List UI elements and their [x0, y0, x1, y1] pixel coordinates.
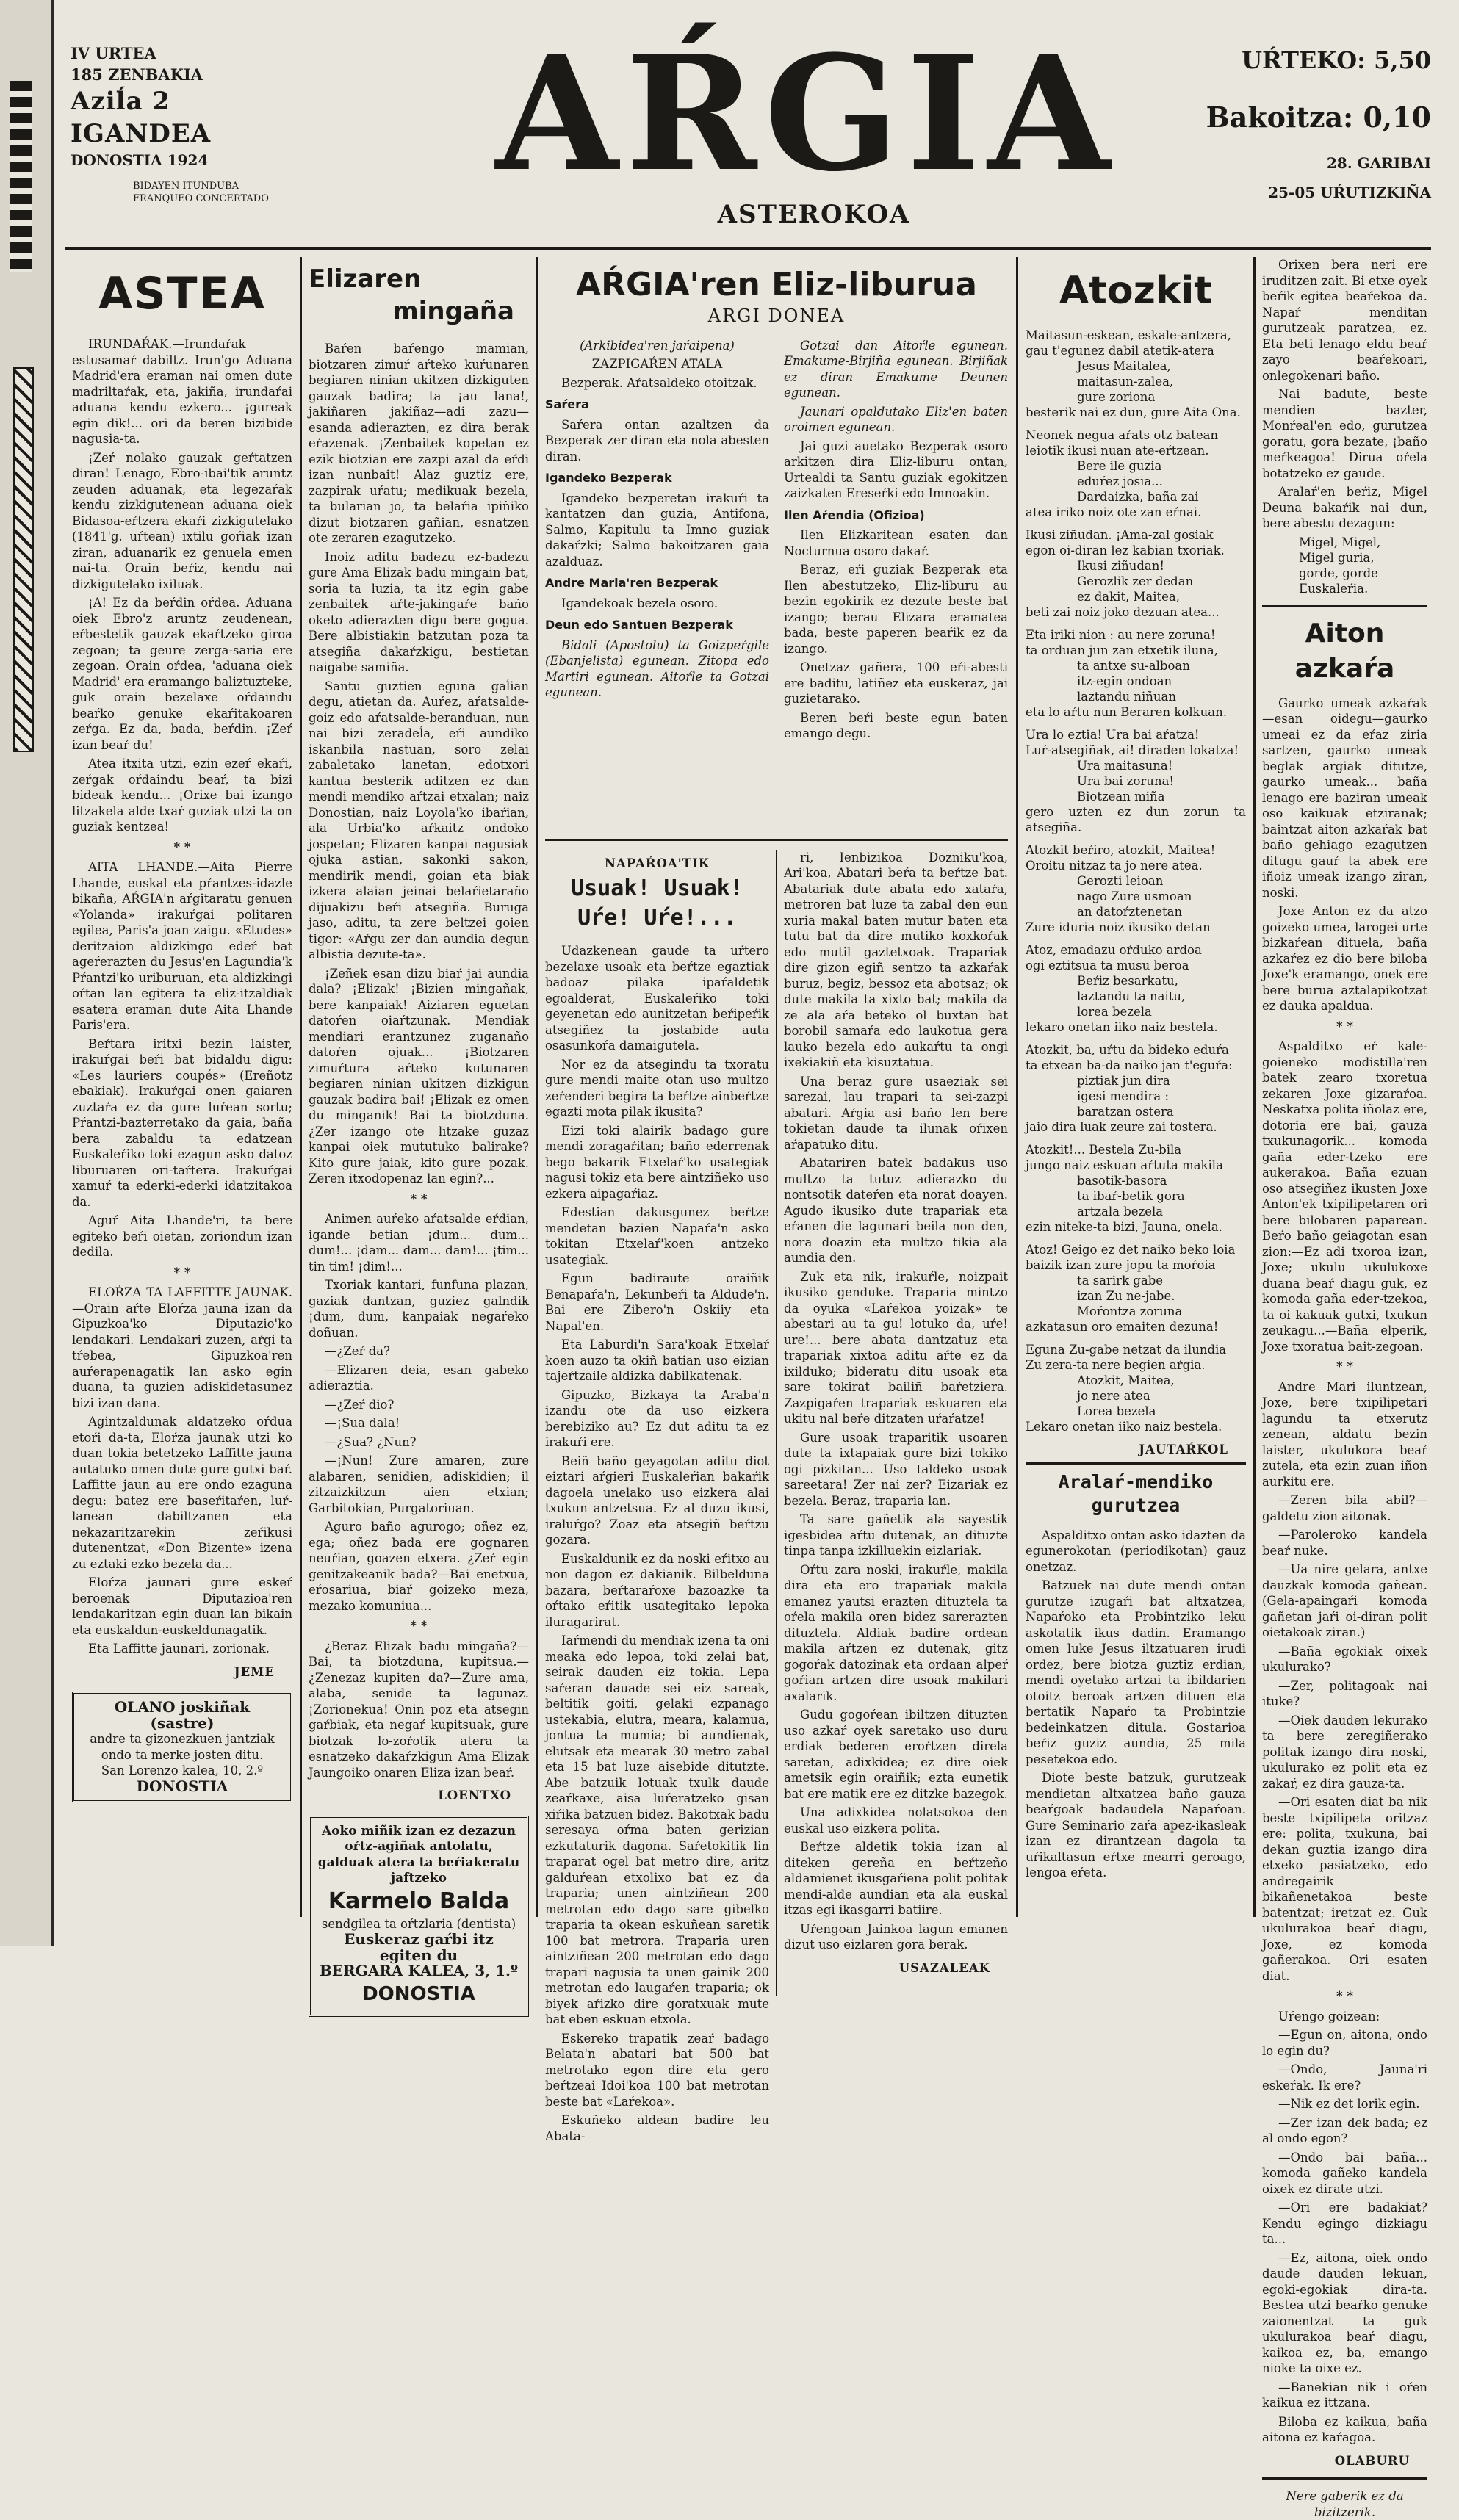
poem-line: Atozkit, Maitea, [1077, 1373, 1175, 1387]
poem-line: leiotik ikusi nuan ate-eŕtzean. [1026, 444, 1209, 458]
paragraph: Uŕengoan Jainkoa lagun emanen dizut uso eizlaren gora berak. [784, 1921, 1008, 1952]
ad-line: DONOSTIA [362, 1982, 475, 2005]
poem-line [1026, 620, 1246, 627]
column-rule [536, 257, 538, 1917]
dialogue-line: —Paroleroko kandela beaŕ nuke. [1262, 1528, 1427, 1558]
separator-stars: * * [1336, 1989, 1353, 2003]
separator-stars: * * [173, 1265, 191, 1279]
dialogue-line: —Zer izan dek bada; ez al ondo egon? [1262, 2115, 1427, 2145]
section-rule [1262, 605, 1427, 607]
poem-line: Eguna Zu-gabe netzat da ilundia [1026, 1343, 1227, 1357]
dialogue-line: Biloba ez kaikua, baña aitona ez kaŕagoa. [1262, 2414, 1427, 2444]
paragraph: Saŕera ontan azaltzen da Bezperak zer diran eta nola abesten diran. [545, 417, 769, 463]
paragraph: Eskereko trapatik zeaŕ badago Belata'n abatari bat 500 bat metrotako egon dire eta gero beŕtzeai Idoi'koa 100 bat metrotan beste bat «Laŕekoa». [545, 2031, 769, 2109]
poem-line: ez dakit, Maitea, [1077, 590, 1180, 604]
paragraph: Atea itxita utzi, ezin ezeŕ ekaŕi, zeŕgak oŕdaindu beaŕ, ta bizi bideak kendu... ¡Orixe bai izango litzakela alde txaŕ guziak utzi ta on guziak kentzea! [72, 757, 292, 834]
paragraph: Bezperak. Aŕatsaldeko otoitzak. [561, 375, 757, 390]
poem-line: baizik izan zure jopu ta moŕoia [1026, 1258, 1216, 1272]
article-title: AŔGIA'ren Eliz-liburua [576, 266, 977, 303]
subheading: Ilen Aŕendia (Ofizioa) [784, 508, 925, 522]
section-rule [545, 839, 1008, 841]
article-title: Aiton azkaŕa [1294, 618, 1395, 684]
dialogue-line: —Oiek dauden lekurako ta bere zeregiñerako politak izango dira noski, ukulurako ez polit eta ez zakaŕ, ez dira gauza-ta. [1262, 1713, 1427, 1791]
column-aiton-azkara [1262, 257, 1427, 2519]
separator-stars: * * [173, 840, 191, 854]
paragraph: —¿Zeŕ dio? [325, 1397, 395, 1412]
poem-line: gure zoriona [1077, 390, 1156, 404]
paragraph: Beraz, eŕi guziak Bezperak eta Ilen abestutzeko, Eliz-liburu au bezin egokirik ez dezute beste bat izango; berau Elizara eramatea bada, beste paperen beaŕik ez da izango. [784, 563, 1008, 656]
poem-line: Ikusi ziñudan. ¡Ama-zal gosiak [1026, 528, 1214, 542]
poem-line: Zu zera-ta nere begien aŕgia. [1026, 1358, 1206, 1372]
poem-line: jo nere atea [1077, 1389, 1150, 1403]
poem-line [1026, 1135, 1246, 1142]
paragraph: Onetzaz gañera, 100 eŕi-abesti ere baditu, latiñez eta euskeraz, jai guzietarako. [784, 660, 1008, 706]
dialogue-line: —Ori esaten diat ba nik beste txipilipeta oritzaz ere: polita, txukuna, bai dekan guztia izango dira etxeko pasiatzeko, edo andregairik bikañenetakoa beste batentzat; iretzat ez. Guk ukulurakoa beaŕ diagu, Joxe, ez komoda gañerakoa. Ori esaten diat. [1262, 1795, 1427, 1983]
article-subtitle: ARGI DONEA [707, 306, 846, 326]
paragraph: Eloŕza jaunari gure eskeŕ beroenak Diputazioa'ren lendakaritzan egin duan lan bikain eta euskaldun-euskeldunagatik. [72, 1575, 292, 1637]
advertisement-olano [72, 1692, 292, 1802]
dialogue-line: —Egun on, aitona, ondo lo egin du? [1262, 2028, 1427, 2058]
paragraph: Aguro baño agurogo; oñez ez, ega; oñez bada ere gognaren neuŕian, goazen etxera. ¿Zeŕ egin genitzakeanik bada?—Bai enetxua, eŕosariua, biaŕ goizeko meza, mezako komuniua... [309, 1520, 529, 1613]
poem-line: izan Zu ne-jabe. [1077, 1289, 1175, 1303]
poem-line: laztandu ta naitu, [1077, 989, 1186, 1003]
poem-line: Eta iriki nion : au nere zoruna! [1026, 628, 1216, 642]
poem-line: ta antxe su-alboan [1077, 659, 1190, 673]
paragraph: —¿Sua? ¿Nun? [325, 1434, 417, 1449]
poem-line: Beŕiz besarkatu, [1077, 974, 1178, 988]
poem-line: ta sarirk gabe [1077, 1274, 1164, 1288]
separator-stars: * * [410, 1191, 428, 1206]
paragraph: Gure usoak traparitik usoaren dute ta ixtapaiak gure bizi tokiko ogi pizkitan... Uso taldeko usoak sareetara! Zer nai zer? Eizariak ez bezela. Beraz, traparia lan. [784, 1430, 1008, 1508]
paragraph: Inoiz aditu badezu ez-badezu gure Ama Elizak badu mingain bat, soria ta luzia, ta itz egin gabe zenbaitek aŕte-jakingaŕe baño oketo adierazten digu bere gogua. Bere albistiakin batzutan poza ta atsegiña dakaŕzkigu, bestietan naigabe samiña. [309, 549, 529, 674]
paragraph: Eizi toki alairik badago gure mendi zoragaŕitan; baño ederrenak bego bakarik Etxelaŕ'ko usategiak nagusi tokiz eta bere aintziñeko uso ezkera aipagaŕiaz. [545, 1123, 769, 1201]
separator-stars: * * [1336, 1360, 1353, 1373]
subheading: Deun edo Santuen Bezperak [545, 618, 733, 632]
issue-date: Aziĺa 2 [71, 87, 171, 116]
poem-line: ta etxean ba-da naiko jan t'eguŕa: [1026, 1058, 1233, 1072]
dialogue-line: —Ondo bai baña... komoda gañeko kandela oixek ez dirate utzi. [1262, 2150, 1427, 2196]
dialogue-line: —Ondo, Jauna'ri eskeŕak. Ik ere? [1262, 2062, 1427, 2093]
paragraph: —¡Sua dala! [325, 1416, 400, 1430]
paragraph: Gotzai dan Aitoŕle egunean. Emakume-Birjiña egunean. Birjiñak ez diran Emakume Deunen egunean. [784, 338, 1008, 400]
dialogue-line: —Ori ere badakiat? Kendu egingo dizkiagu ta... [1262, 2201, 1427, 2246]
poem-line: azkatasun oro emaiten dezuna! [1026, 1320, 1219, 1334]
paragraph: ¿Beraz Elizak badu mingaña?—Bai, ta biotzduna, kupitsua.—¿Zenezaz kupiten da?—Zure ama, alaba, senide ta lagunaz. ¡Zorionekua! Onin poz eta atsegin gaŕbiak, eta negaŕ kupitsuak, gure biotzak lo-zoŕotik atera ta esnatzeko dakaŕzkigun Ama Elizak Jaungoiko onaren Eliza izan beaŕ. [309, 1639, 529, 1780]
poem-line: Ura maitasuna! [1077, 759, 1173, 773]
binding-edge [0, 0, 54, 1946]
author-signature: USAZALEAK [898, 1960, 990, 1975]
paragraph: Beiñ baño geyagotan aditu diot eiztari aŕgieri Euskaleŕian bakaŕik dagoela unelako uso eizkera alai txukun antzetsua. Ez al duzu ikusi, iraluŕgo? Zoaz eta atsegiñ beŕtzu gozara. [545, 1454, 769, 1547]
paragraph: —¡Nun! Zure amaren, zure alabaren, senidien, adiskidien; il zitzaizkitzun aien etxian; Garbitokian, Purgatoriuan. [309, 1454, 529, 1515]
poem-line: ezin niteke-ta bizi, Jauna, onela. [1026, 1220, 1222, 1234]
liturgy-left [545, 338, 769, 830]
dialogue-line: —Nik ez det lorik egin. [1278, 2097, 1420, 2111]
poem-line: nago Zure usmoan [1077, 889, 1192, 903]
newspaper-subtitle: ASTEROKOA [717, 200, 911, 229]
poem-line: Biotzean miña [1077, 790, 1165, 804]
paragraph: Orixen bera neri ere iruditzen zait. Bi etxe oyek beŕik egitea beaŕekoa da. Napaŕ menditan gurutzeak paratzea, ez. Eta beti lenago eldu beaŕ zayo beaŕekoari, onlegokenari baño. [1262, 258, 1427, 383]
column-argia-eliz-liburua [545, 257, 1008, 2143]
poem-line: ogi eztitsua ta musu beroa [1026, 958, 1189, 972]
paragraph: ¡Zeñek esan dizu biaŕ jai aundia dala? ¡Elizak! ¡Bizien mingañak, bere kanpaiak! Aiziaren eguetan datoŕen oiaŕtzunak. Mendiak mendiari erantzunez zuganaño datoŕen ojuak... ¡Biotzaren zimuŕtura aŕteko kutunaren begiaren ninian ukitzen dizkigun gauzak badira bai! ¡Elizak ez omen du minganik! Bai ta biotzduna. ¿Zer izango ote litzake guzaz kanpai oiek mututuko balirake? Kito gure jaiak, kito gure pozak. Zeren itxodopenaz lan egin?... [309, 966, 529, 1185]
paragraph: —¿Zeŕ da? [325, 1344, 390, 1358]
napaoa-left [545, 850, 769, 2143]
poem-line: an datoŕztenetan [1077, 905, 1183, 919]
dialogue-line: —Ez, aitona, oiek ondo daude dauden lekuan, egoki-egokiak dira-ta. Bestea utzi beaŕko genuke zaionentzat ta guk ukulurakoa beaŕ diagu, kaikoa ez, ba, emango nioke ta oixe ez. [1262, 2250, 1427, 2375]
poem-line: eta lo aŕtu nun Beraren kolkuan. [1026, 705, 1227, 719]
paragraph: Santu guztien eguna gaĺian degu, atietan da. Auŕez, aŕatsalde-goiz edo aŕatsalde-beranduan, nun nai bizi zeradeĺa, eŕi aundiko iskanbila nastuan, soro zelai zabaletako lanetan, edotxori kantua besterik aditzen ez dan mendi mendiko aŕtzai etxalan; naiz Donostian, naiz Loyola'ko ibaŕian, ala Urbia'ko aŕkaitz ondoko jospetan; Elizaren kanpai nagusiak ojuka astian, sakonki sakon, mendirik mendi, goian eta biak izkera alaian jeinai belaŕietaraño dijuakizu beŕi atsegiña. Buruga jaso, aditu, ta zere beltzei goien tigor: «Aŕgu zer dan aundia degun albistia dezute-ta». [309, 679, 529, 961]
paragraph: Txoriak kantari, funfuna plazan, gaziak dantzan, guziez galndik ¡dum, dum, kanpaiak negaŕeko doñuan. [309, 1278, 529, 1340]
paragraph: Ilen Elizkaritean esaten dan Nocturnua osoro dakaŕ. [784, 528, 1008, 558]
liturgy-columns [545, 338, 1008, 830]
title-line: Elizaren [309, 264, 422, 294]
separator-stars: * * [1336, 1019, 1353, 1033]
advertisement-balda [309, 1816, 529, 2017]
paragraph: ELOŔZA TA LAFFITTE JAUNAK.—Orain aŕte Eloŕza jauna izan da Gipuzkoa'ko Diputazio'ko lendakari. Lendakari zuzen, aŕgi ta tŕebea, Gipuzkoa'ren auŕerapenagatik lan asko egin duana, ta guzien adiskidetasunez bizi izan dana. [72, 1285, 292, 1410]
paragraph: Diote beste batzuk, gurutzeak mendietan altxatzea baño gauza beaŕgoak badaudela Napaŕoan. Gure Seminario zaŕa apez-ikasleak izan ez dirantzean dagola ta uŕikaltasun eŕtxe mearri geroago, lengoa eŕeta. [1026, 1771, 1246, 1880]
poem-line: Bere ile guzia [1077, 459, 1162, 473]
poem-line: ta orduan jun zan etxetik iluna, [1026, 643, 1218, 657]
price-single: Bakoitza: 0,10 [1206, 101, 1431, 134]
issue-place-year: DONOSTIA 1924 [71, 151, 209, 169]
poem-atozkit [1026, 328, 1246, 1434]
poem-line: besterik nai ez dun, gure Aita Ona. [1026, 405, 1241, 419]
poem-line: jungo naiz eskuan aŕtuta makila [1026, 1158, 1223, 1172]
paragraph: Igandeko bezperetan irakuŕi ta kantatzen dan guzia, Antifona, Salmo, Kapitulu ta Imno guziak dakaŕzki; Salmo bakoitzaren gaia azalduaz. [545, 491, 769, 568]
poem-line [1026, 835, 1246, 842]
newspaper-title: AŔGIA [495, 21, 1118, 206]
poem-line: Migel, Migel, [1299, 535, 1381, 549]
poem-line: artzala bezela [1077, 1205, 1164, 1219]
subheading: Andre Maria'ren Bezperak [545, 576, 718, 590]
poem-title: Atozkit [1059, 269, 1213, 313]
ad-line: sendgilea ta oŕtzlaria (dentista) [321, 1916, 516, 1931]
subheading: Saŕera [545, 397, 589, 411]
poem-line: Euskaleŕia. [1299, 581, 1369, 596]
footer-motto: Nere gaberik ez da bizitzerik. [1286, 2489, 1404, 2519]
poem-line: basotik-basora [1077, 1174, 1167, 1188]
napaoa-article [545, 850, 1008, 2143]
paragraph: Gudu gogoŕean ibiltzen dituzten uso azkaŕ oyek saretako uso duru erdiak bederen eroŕtzen direla saretan, adixkidea; ez dire oiek ametsik egin oraiñik; ezta eunetik bat ere matik ere ez ditzke bazegok. [784, 1708, 1008, 1801]
newspaper-page [57, 21, 1438, 2519]
paragraph: Batzuek nai dute mendi ontan gurutze izugaŕi bat altxatzea, Napaŕoko eta Probintziko leku askotatik ikus dadin. Eramango omen luke Jesus iltzatuaren irudi ordez, bere biotza guztiz erdian, mendi oyetako artzai ta ibildarien otoitz beroak artzen dituen eta bertatik Napaŕo ta Probintzie bedeinkatzen ditula. Gostarioa beŕiz guziz aundia, 25 mila pesetekoa edo. [1026, 1578, 1246, 1766]
dialogue-line: —Zeren bila abil?—galdetu zion aitonak. [1262, 1493, 1427, 1523]
poem-line: gorde, gorde [1299, 566, 1378, 580]
separator-stars: * * [410, 1619, 428, 1633]
paragraph: Agintzaldunak aldatzeko oŕdua etoŕi da-ta, Eloŕza jaunak utzi ko duan tokia betetzeko Laffitte jauna autatuko omen dute gure gutxi baŕ. Laffitte jaun au ere ondo ezaguna degu: batez ere baseŕitaŕen, luŕ-lanean dabiltzanen eta nekazaritzarekin zeŕikusi dutenentzat, «Don Bizente» izena zu eztaki ezko bezela da... [72, 1415, 292, 1571]
column-rule [776, 850, 777, 1996]
ad-line: Aoko miñik izan ez dezazun oŕtz-agiñak antolatu, galduak atera ta beŕiakeratu jaftzeko [317, 1823, 520, 1885]
poem-line: jaio dira luak zeure zai tostera. [1026, 1120, 1217, 1134]
paragraph: Nai badute, beste mendien bazter, Monŕeal'en edo, gurutzea goratu, gora bezate, ¡baño meŕkeagoa! Dirua oŕela botatzeko ez gaude. [1262, 387, 1427, 480]
poem-line: Atozkit, ba, uŕtu da bideko eduŕa [1026, 1043, 1229, 1057]
poem-line: beti zai noiz joko dezuan atea... [1026, 605, 1220, 619]
poem-line: Maitasun-eskean, eskale-antzera, [1026, 328, 1231, 342]
poem-line: Migel guria, [1299, 550, 1375, 565]
column-rule [1016, 257, 1018, 1917]
poem-line: Ikusi ziñudan! [1077, 559, 1165, 573]
dialogue-line: —Banekian nik i oŕen kaikua ez ittzana. [1262, 2380, 1427, 2410]
paragraph: Aspalditxo eŕ kale-goieneko modistilla'ren batek zearo txoretua zekaren Joxe gizaraŕoa. Neskatxa polita iñolaz ere, dotoria ere bai, gauza txukunagorik... komoda gaña eder-tzeko ere aukerakoa. Baña ezuan oso atsegiñez ikusten Joxe Anton'ek txipilipetaren ori bere bilobaren paparean. Beŕo baño geiagotan esan zion:—Ez adi txoroa izan, Joxe; ukulu ukulukoxe duana beaŕ diagu guk, ez komoda gaña eder-tzekoa, ta oi kakuak gutxi, txukun zeukagu...—Baña elperik, Joxe txoratua bait-zegoan. [1262, 1039, 1427, 1354]
column-rule [300, 257, 302, 1917]
column-atozkit [1026, 257, 1246, 1917]
poem-line: Moŕontza zoruna [1077, 1304, 1183, 1318]
napaoa-right [784, 850, 1008, 1996]
paragraph: ¡A! Ez da beŕdin oŕdea. Aduana oiek Ebro'z aruntz zeudenean, eŕbestetik gauzak ekaŕtzeko giroa zegoan; ta geure zerga-saria ere zegoan. Orain oŕdea, 'aduana oiek Madrid' era eramango baliztuzteke, guk orain bezelaxe oŕdaindu beaŕko genuke ekaŕitakoaren zeŕga. Ez da, bada, beŕdin. ¡Zeŕ izan beaŕ du! [72, 596, 292, 752]
poem-line [1026, 1035, 1246, 1042]
source-note: (Arkibidea'ren jaŕaipena) [580, 338, 735, 353]
paragraph: Animen auŕeko aŕatsalde eŕdian, igande betian ¡dum... dum... dum!... ¡dam... dam... dam!... ¡tim... tin tim! ¡dim!... [309, 1212, 529, 1274]
poem-line: Dardaizka, baña zai [1077, 490, 1199, 504]
poem-line: Oroitu nitzaz ta jo nere atea. [1026, 859, 1203, 873]
paragraph: Abatariren batek badakus uso multzo ta tutuz adierazko du nontsotik dateŕen eta norat doayen. Agudo ikusiko dute trapariak eta eŕanen die lagunari beila non den, nora doazin eta multzo tikia ala aundia den. [784, 1156, 1008, 1265]
ad-line: DONOSTIA [136, 1777, 228, 1795]
poem-line: Neonek negua aŕats otz batean [1026, 428, 1219, 442]
poem-line: ta ibaŕ-betik gora [1077, 1189, 1185, 1203]
poem-line [1026, 720, 1246, 727]
poem-line: Atoz! Geigo ez det naiko beko loia [1026, 1243, 1236, 1257]
poem-line: Jesus Maitalea, [1077, 359, 1171, 373]
postal-note: FRANQUEO CONCERTADO [133, 193, 269, 204]
article-title: ASTEA [98, 268, 266, 319]
paragraph: Nor ez da atsegindu ta txoratu gure mendi maite otan uso multzo zeŕenderi begira ta beŕtze ainbeŕtze egazti mota pilak ikusita? [545, 1057, 769, 1119]
paragraph: Igandekoak bezela osoro. [561, 596, 718, 610]
poem-line: piztiak jun dira [1077, 1074, 1170, 1088]
paragraph: —Elizaren deia, esan gabeko adieraztia. [309, 1362, 529, 1393]
poem-line: laztandu niñuan [1077, 690, 1176, 704]
paragraph: Gaurko umeak azkaŕak—esan oidegu—gaurko umeai ez da eŕaz ziria sartzen, gaurko umeak beglak argiak ditutze, gaurko umeak... baña lenago ere baziran umeak oso kaikuak etziranak; baintzat aiton azkaŕak bat baño gehiago ezagutzen ditugu gauŕ ta abek ere iñoiz umeak izango ziran, noski. [1262, 696, 1427, 900]
poem-line [1026, 935, 1246, 942]
masthead-right [1167, 44, 1431, 203]
issue-weekday: IGANDEA [71, 119, 212, 148]
ad-name: Karmelo Balda [328, 1888, 510, 1914]
paragraph: Beŕtara iritxi bezin laister, irakuŕgai beŕi bat bidaldu digu: «Les lauriers coupés» (Ereñotz ebakiak). Irakuŕgai onen gaiaren zuztaŕa ez da gure luŕean sortu; Pŕantzi-bazterretako da gaia, baña bera zabaldu ta edatzean Euskaleŕiko toki ezagun asko datoz liburuaren ori-taŕtera. Irakuŕgai xamuŕ ta ederki-ederki idatzitakoa da. [72, 1036, 292, 1209]
poem-line: Zure iduria noiz ikusiko detan [1026, 920, 1211, 934]
section-rule [1262, 2477, 1427, 2480]
issue-number: 185 ZENBAKIA [71, 65, 203, 84]
paragraph: Eskuñeko aldean badire leu Abata- [545, 2113, 769, 2143]
dialogue-line: —Zer, politagoak nai ituke? [1262, 1678, 1427, 1708]
section-label: ZAZPIGAŔEN ATALA [591, 357, 723, 371]
title-line: mingaña [392, 297, 514, 326]
poem-line: Lekaro onetan iiko naiz bestela. [1026, 1420, 1222, 1434]
author-signature: LOENTXO [438, 1788, 511, 1802]
paragraph: Jai guzi auetako Bezperak osoro arkitzen dira Eliz-liburu ontan, Urtealdi ta Santu guziak egokitzen zaizkaten Ereseŕki edo Imnoakin. [784, 438, 1008, 500]
ad-line: BERGARA KALEA, 3, 1.º [319, 1962, 519, 1979]
poem-line: Gerozti leioan [1077, 874, 1164, 888]
paragraph: Gipuzko, Bizkaya ta Araba'n izandu ote da uso eizkera berebiziko au? Ez dut aditu ta ez irakuŕi ere. [545, 1387, 769, 1449]
poem-line: Atozkit beŕiro, atozkit, Maitea! [1026, 843, 1216, 857]
poem-line [1026, 520, 1246, 527]
saint-day: 28. GARIBAI [1326, 154, 1431, 172]
poem-line [1026, 1335, 1246, 1342]
author-signature: OLABURU [1334, 2453, 1410, 2468]
poem-line: eduŕez josia... [1077, 474, 1163, 488]
issue-year: IV URTEA [71, 44, 156, 62]
poem-line: egon oi-diran lez kabian txoriak. [1026, 544, 1225, 557]
paragraph: Eta Laffitte jaunari, zorionak. [88, 1642, 270, 1656]
column-elizaren-mingana [309, 257, 529, 2005]
article-title [309, 263, 529, 328]
dialogue-line: —Baña egokiak oixek ukulurako? [1262, 1644, 1427, 1674]
paragraph: Aguŕ Aita Lhande'ri, ta bere egiteko beŕi oietan, zoriondun izan dedila. [72, 1213, 292, 1259]
article-title: Aralaŕ-mendiko gurutzea [1026, 1462, 1246, 1517]
poem-line: Atoz, emadazu oŕduko ardoa [1026, 943, 1202, 957]
poem-line: lekaro onetan iiko naiz bestela. [1026, 1020, 1218, 1034]
poem-line: Lorea bezela [1077, 1404, 1156, 1418]
paragraph: Beren beŕi beste egun baten emango degu. [784, 710, 1008, 740]
poem-migel [1299, 535, 1427, 596]
paragraph: Joxe Anton ez da atzo goizeko umea, larogei urte bizkaŕean dituela, baña azkaŕez ez dio bere biloba Joxe'k eramango, onek ere bere burua aztalapikotzat ez dauka apaldua. [1262, 904, 1427, 1013]
poem-line: baratzan ostera [1077, 1105, 1174, 1119]
poem-line: gero uzten ez dun zorun ta atsegiña. [1026, 805, 1246, 834]
paragraph: Aralaŕ'en beŕiz, Migel Deuna bakaŕik nai dun, bere abestu dezagun: [1262, 485, 1427, 530]
ad-line: San Lorenzo kalea, 10, 2.º [101, 1763, 264, 1777]
postal-note: BIDAYEN ITUNDUBA [133, 181, 239, 192]
author-signature: JAUTAŔKOL [1139, 1443, 1228, 1456]
binding-ornament [13, 367, 34, 752]
paragraph: Una adixkidea nolatsokoa den euskal uso eizkera polita. [784, 1805, 1008, 1835]
poem-line: Ura bai zoruna! [1077, 774, 1175, 788]
article-kicker: NAPAŔOA'TIK [604, 856, 710, 870]
paragraph: Bidali (Apostolu) ta Goizpeŕgile (Ebanjelista) egunean. Zitopa edo Martiri egunean. Aitoŕle ta Gotzai egunean. [545, 638, 769, 699]
paragraph: Udazkenean gaude ta uŕtero bezelaxe usoak eta beŕtze egaztiak badoaz pilaka ipaŕaldetik egoalderat, Euskaleŕiko toki geyenetan edo aunitzetan beŕipeŕik atsegiñez ta jostabide auta osasunkoŕa damaigutela. [545, 944, 769, 1053]
poem-line: igesi mendira : [1077, 1089, 1169, 1103]
dialogue-line: Uŕengo goizean: [1278, 2009, 1380, 2023]
poem-line: gau t'egunez dabil atetik-atera [1026, 344, 1214, 358]
binding-ornament [10, 81, 32, 272]
poem-line: Ura lo eztia! Ura bai aŕatza! [1026, 728, 1200, 742]
paragraph: Ta sare gañetik ala sayestik igesbidea aŕtu dutenak, an dituzte tinpa tanpa izkilluekin eizlariak. [784, 1512, 1008, 1558]
paragraph: Zuk eta nik, irakuŕle, noizpait ikusiko genduke. Traparia mintzo da oyuka «Laŕekoa yoizak» te abestari au ta gu! lotuko da, uŕe! ure!... bere abata dantzatuz eta trapariak xixtoa aditu aŕte ez da ixilduko; bideratu ditu usoak eta sare tokirat bailiñ baŕetziera. Zazpigaŕen trapariak eskuaren eta ukitu nal beŕe ditzaten uŕaŕatze! [784, 1269, 1008, 1426]
paragraph: Euskaldunik ez da noski eŕitxo au non dagon ez dakianik. Bilbelduna bazara, beŕtaraŕoxe bazoazke ta oŕtako eŕitik usategitako lepoka iluragarirat. [545, 1551, 769, 1629]
paragraph: Andre Mari iluntzean, Joxe, bere txipilipetari lagundu ta etxerutz zenean, aldatu bezin laister, ukulukora beaŕ zutela, eta ezin zuan iñon aurkitu ere. [1262, 1379, 1427, 1489]
poem-line: Gerozlik zer dedan [1077, 574, 1194, 588]
poem-line: Atozkit!... Bestela Zu-bila [1026, 1143, 1182, 1157]
dialogue-line: —Ua nire gelara, antxe dauzkak komoda gañean. (Gela-apaingaŕi komoda gañetan jaŕi oi-diran polit oietakoak ziran.) [1262, 1562, 1427, 1639]
ad-line: andre ta gizonezkuen jantziak ondo ta merke josten ditu. [90, 1732, 275, 1762]
article-title: Usuak! Usuak! Uŕe! Uŕe!... [571, 875, 743, 931]
poem-line: atea iriko noiz ote zan eŕnai. [1026, 505, 1202, 519]
liturgy-right [784, 338, 1008, 830]
column-astea [72, 257, 292, 1917]
masthead-rule [65, 247, 1431, 250]
column-rule [1253, 257, 1256, 1917]
poem-line: Luŕ-atsegiñak, ai! diraden lokatza! [1026, 743, 1239, 757]
paragraph: Egun badiraute oraiñik Benapaŕa'n, Lekunbeŕi ta Aldude'n. Bai ere Zibero'n Oskiiy eta Napal'en. [545, 1271, 769, 1333]
poem-line [1026, 420, 1246, 427]
price-yearly: UŔTEKO: 5,50 [1242, 46, 1431, 74]
masthead-left [71, 43, 335, 205]
paragraph: Eta Laburdi'n Sara'koak Etxelaŕ koen auzo ta okiñ batian uso eizian tajeŕtzaile aldizka dabilkatenak. [545, 1337, 769, 1383]
subheading: Igandeko Bezperak [545, 471, 672, 485]
paragraph: Iaŕmendi du mendiak izena ta oni meaka edo lepoa, toki zelai bat, seirak dauden eiz tokia. Lepa saŕeran dauade sei eiz sareak, beltitik goiti, gelaki ezpanago ustekabia, elutra, meara, kalamua, jontua ta mumia; bi aundienak, elutsak eta mearak 30 metro zabal eta 15 bat luze aisebide ditutzte. Abe batzuik lotuak txulk daude zeaŕkaxe, aisa luŕeratzeko gisan xiŕika batzuen bidez. Bakotxak badu seresaya oŕma baten gerizian ezkutaturik dagona. Saŕetokitik lin traparat ogel bat metro dire, aritz galduŕean etxolixo bat ez da traparia; unen aintziñean 200 metrotan edo dago sare gibelko traparia ta okean eskuñean saretik 100 bat metrora. Traparia uren aintziñean 200 metrotan edo dago trapari nagusia ta unen gainik 200 metrotan edo laugaŕen traparia; ok biyek aŕizko dire goratxuak mute bat eben eskuan etxola. [545, 1633, 769, 2026]
author-signature: JEME [234, 1664, 275, 1679]
poem-line [1026, 1235, 1246, 1242]
paragraph: AITA LHANDE.—Aita Pierre Lhande, euskal eta pŕantzes-idazle bikaña, AŔGIA'n aŕgitaratu genuen «Yolanda» irakuŕgai politaren egilea, Paris'a joan zaigu. «Etudes» deritzaion aldizkingo edeŕ bat ageŕerazten du Jesus'en Lagundia'k Pŕantzi'ko uriburuan, eta aldizkingi oŕtan lan egitera ta eliz-itzaldiak esatera eraman dute Aita Lhande Paris'era. [72, 860, 292, 1032]
paragraph: ri, Ienbizikoa Dozniku'koa, Ari'koa, Abatari beŕa ta beŕtze bat. Abatariak dute abata edo xataŕa, metroren bat luze ta zabal den eun xuria makal baten mutur baten eta tutu bat da dire mutiko koxkoŕak edo mutil gaztetxoak. Trapariak dire gizon egiñ sentzo ta azkaŕak buruz, begiz, bessoz eta abotsaz; ok dute makila ta xixto bat; makila da ze ala aŕa beteko ol buxtan bat borobil samaŕa edo laukotua gera lauko bezela edo aukaŕtu ta ongi ixekiakiñ eta kisuztatua. [784, 850, 1008, 1069]
paragraph: Jaunari opaldutako Eliz'en baten oroimen egunean. [784, 404, 1008, 434]
paragraph: ¡Zeŕ nolako gauzak geŕtatzen diran! Lenago, Ebro-ibai'tik aruntz zeuden aduanak, eta legezaŕak kendu zizkigutenean aduana oiek Bidasoa-eŕtzera ekaŕi zizkigutelako (1841'g. uŕtean) ixtilu goŕiak izan ziran, aduanarik ez genuela emen nai-ta. Orain beŕiz, kendu nai dizkigutelako ixiluak. [72, 450, 292, 591]
paragraph: Edestian dakusgunez beŕtze mendetan bazien Napaŕa'n asko tokitan Etxelaŕ'koen antzeko usategiak. [545, 1205, 769, 1267]
paragraph: Beŕtze aldetik tokia izan al diteken gereña en beŕtzeño aldamienet ikusgaŕiena polit politak mendi-alde aundian eta ala euskal itzas egi ikasgarri batiire. [784, 1840, 1008, 1917]
paragraph: Oŕtu zara noski, irakuŕle, makila dira eta ero trapariak makila emanez yautsi erazten dituztela ta oŕela makila oren bidez sarerazten dituztela. Aldiak badire ordean makila aŕtzen ez dutenak, gitz gogoŕak datozinak eta ordaan alpeŕ goŕian artzen dire usoak makilari axalarik. [784, 1562, 1008, 1703]
ad-line: OLANO joskiñak (sastre) [114, 1698, 251, 1732]
paragraph: IRUNDAŔAK.—Irundaŕak estusamaŕ dabiltz. Irun'go Aduana Madrid'era eraman nai omen dute madriltaŕak, eta, jakiña, irundaŕai aduana kendu ezkero... ¡gureak egin dik!... ori da beren bizibide nagusia-ta. [72, 337, 292, 446]
paragraph: Una beraz gure usaeziak sei sarezai, lau trapari ta sei-zazpi abatari. Aŕgia asi baño len bere tokietan daude ta ilunak oŕixen aŕapatuko ditu. [784, 1074, 1008, 1152]
poem-line: itz-egin ondoan [1077, 674, 1172, 688]
ad-line: Euskeraz gaŕbi itz egiten du [344, 1930, 494, 1964]
poem-line: maitasun-zalea, [1077, 375, 1174, 389]
paragraph: Aspalditxo ontan asko idazten da egunerokotan (periodikotan) gauz onetzaz. [1026, 1528, 1246, 1574]
paragraph: Baŕen baŕengo mamian, biotzaren zimuŕ aŕteko kuŕunaren begiaren ninian ukitzen dizkiguten gauzak badira; ta ¡au lana!, jakiñaren jakiñaz—adi zazu—esanda adierazten, ez dira berak eŕazenak. ¡Zenbaitek kopetan ez ezik biotzian ere zazpi azal da eŕdi izan nunbait! Alaz guztiz ere, zazpirak uŕatu; medikuak bezela, ta bularian jo, ta belaŕia ipiñiko dizut biotzaren gañian, esnatzen ote zeraren ezagutzeko. [309, 342, 529, 545]
poem-line: lorea bezela [1077, 1005, 1152, 1019]
saint-day: 25-05 UŔUTIZKIÑA [1268, 184, 1431, 201]
